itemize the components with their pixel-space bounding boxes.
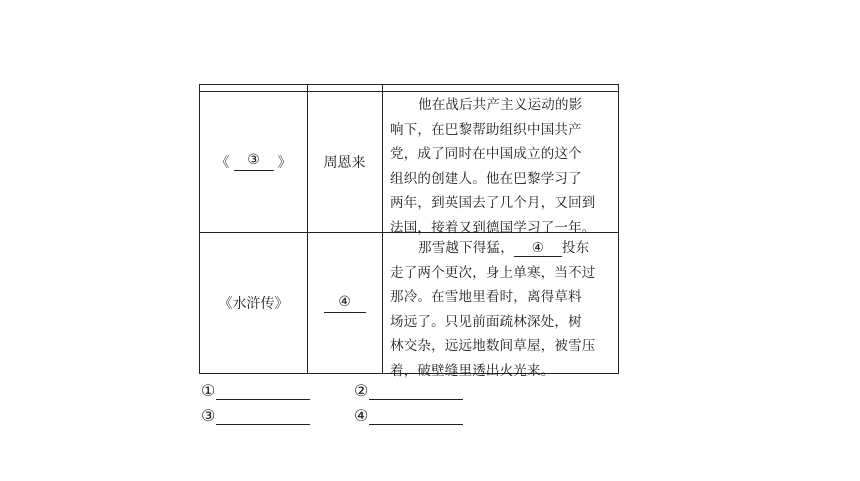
- author-blank-4[interactable]: ④: [324, 294, 366, 313]
- row1-passage: [390, 93, 612, 240]
- passage-line: 党，成了同时在中国成立的这个: [390, 146, 582, 162]
- passage-line: 法国，接着又到德国学习了一年。: [390, 219, 596, 236]
- row1-title-cell: [200, 91, 307, 232]
- answer-input-line[interactable]: [216, 406, 310, 425]
- answer-1: [201, 381, 310, 400]
- passage-line: 场远了。只见前面疏林深处，树: [390, 313, 582, 330]
- passage-line: 他在战后共产主义运动的影: [418, 97, 583, 113]
- answer-input-line[interactable]: [216, 381, 310, 400]
- answer-label: ②: [354, 381, 369, 400]
- row2-title-cell: [200, 233, 307, 373]
- passage-line: 林交杂，远远地数间草屋，被雪压: [390, 338, 596, 354]
- passage-line: 响下，在巴黎帮助组织中国共产: [390, 121, 582, 138]
- answer-label: ③: [201, 406, 216, 425]
- passage-line: 那冷。在雪地里看时，离得草料: [390, 289, 582, 305]
- passage-text: 那雪越下得猛，: [418, 240, 514, 256]
- answer-4: [354, 406, 463, 425]
- column-divider: [382, 85, 383, 373]
- row2-passage: [390, 236, 612, 383]
- answer-label: ①: [201, 381, 216, 400]
- author-name: 周恩来: [323, 154, 366, 171]
- answer-label: ④: [354, 406, 369, 425]
- book-title: 《水浒传》: [218, 296, 289, 312]
- answer-input-line[interactable]: [369, 406, 463, 425]
- passage-text: 投东: [561, 240, 590, 256]
- passage-line: 走了两个更次，身上单寒，当不过: [390, 264, 596, 281]
- passage-line: 组织的创建人。他在巴黎学习了: [390, 170, 582, 187]
- row1-author-cell: [307, 91, 382, 232]
- answer-2: [354, 381, 463, 400]
- answer-3: [201, 406, 310, 425]
- passage-line: 两年，到英国去了几个月，又回到: [390, 195, 596, 211]
- literature-table: [199, 84, 619, 379]
- row2-author-cell: [307, 233, 382, 373]
- passage-line: [390, 236, 612, 261]
- title-blank-3[interactable]: ③: [234, 152, 274, 171]
- passage-line: 着，破壁缝里透出火光来。: [390, 362, 555, 379]
- passage-blank-4[interactable]: ④: [514, 240, 562, 257]
- title-open-bracket: 《: [215, 154, 230, 171]
- title-close-bracket: 》: [277, 154, 292, 171]
- answer-input-line[interactable]: [369, 381, 463, 400]
